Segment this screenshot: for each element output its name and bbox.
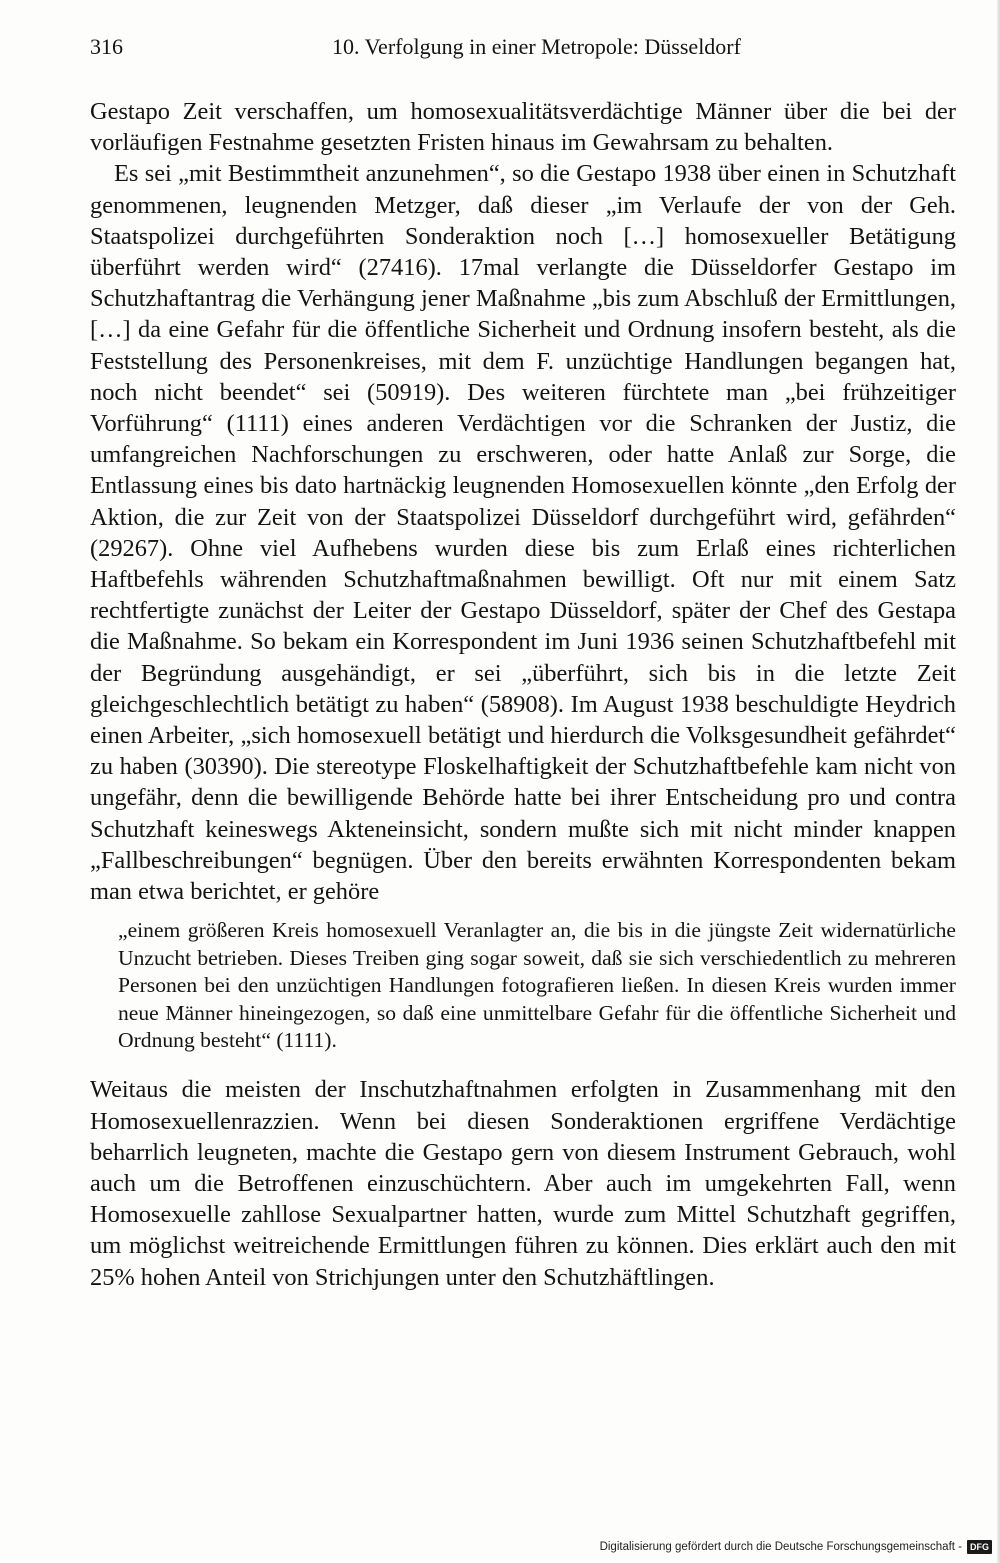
running-head: 10. Verfolgung in einer Metropole: Düsseldorf xyxy=(332,34,741,59)
page-number: 316 xyxy=(90,34,123,59)
body-text xyxy=(90,96,956,1293)
page-header xyxy=(90,34,956,64)
paragraph-razzien: Weitaus die meisten der Inschutzhaftnahmen erfolgten in Zusammenhang mit den Homosexuellenrazzien. Wenn bei diesen Sonderaktionen ergriffene Verdächtige beharrlich leugneten, machte die Gestapo gern von diesem Instrument Gebrauch, wohl auch um die Betroffenen einzuschüchtern. Aber auch im umgekehrten Fall, wenn Homosexuelle zahllose Sexualpartner hatten, wurde zum Mittel Schutzhaft gegriffen, um möglichst weitreichende Ermittlungen führen zu können. Dies erklärt auch den mit 25% hohen Anteil von Strichjungen unter den Schutzhäftlingen. xyxy=(90,1076,956,1291)
digitization-credit xyxy=(600,1540,992,1554)
block-quote: „einem größeren Kreis homosexuell Veranlagter an, die bis in die jüngste Zeit widernatürliche Unzucht betrieben. Dieses Treiben ging sogar soweit, daß sie sich verschiedentlich zu mehreren Personen bei den unzüchtigen Handlungen fotografieren ließen. In diesen Kreis wurden immer neue Männer hineingezogen, so daß eine unmittelbare Gefahr für die öffentliche Sicherheit und Ordnung besteht“ (1111). xyxy=(118,918,956,1052)
paragraph-continued: Gestapo Zeit verschaffen, um homosexualitätsverdächtige Männer über die bei der vorläufigen Festnahme gesetzten Fristen hinaus im Gewahrsam zu behalten. xyxy=(90,98,956,157)
credit-text: Digitalisierung gefördert durch die Deutsche Forschungsgemeinschaft - xyxy=(599,1541,962,1553)
paragraph-schutzhaft: Es sei „mit Bestimmtheit anzunehmen“, so die Gestapo 1938 über einen in Schutzhaft genommenen, leugnenden Metzger, daß dieser „im Verlaufe der von der Geh. Staatspolizei durchgeführten Sonderaktion noch […] homosexueller Betätigung überführt werden wird“ (27416). 17mal verlangte die Düsseldorfer Gestapo im Schutzhaftantrag die Verhängung jener Maßnahme „bis zum Abschluß der Ermittlungen, […] da eine Gefahr für die öffentliche Sicherheit und Ordnung insofern besteht, als die Feststellung des Personenkreises, mit dem F. unzüchtige Handlungen begangen hat, noch nicht beendet“ sei (50919). Des weiteren fürchtete man „bei frühzeitiger Vorführung“ (1111) eines anderen Verdächtigen vor die Schranken der Justiz, die umfangreichen Nachforschungen zu erschweren, oder hatte Anlaß zur Sorge, die Entlassung eines bis dato hartnäckig leugnenden Homosexuellen könnte „den Erfolg der Aktion, die zur Zeit von der Staatspolizei Düsseldorf durchgeführt wird, gefährden“ (29267). Ohne viel Aufhebens wurden diese bis zum Erlaß eines richterlichen Haftbefehls währenden Schutzhaftmaßnahmen bewilligt. Oft nur mit einem Satz rechtfertigte zunächst der Leiter der Gestapo Düsseldorf, später der Chef des Gestapa die Maßnahme. So bekam ein Korrespondent im Juni 1936 seinen Schutzhaftbefehl mit der Begründung ausgehändigt, er sei „überführt, sich bis in die letzte Zeit gleichgeschlechtlich betätigt zu haben“ (58908). Im August 1938 beschuldigte Heydrich einen Arbeiter, „sich homosexuell betätigt und hierdurch die Volksgesundheit gefährdet“ zu haben (30390). Die stereotype Floskelhaftigkeit der Schutzhaftbefehle kam nicht von ungefähr, denn die bewilligende Behörde hatte bei ihrer Entscheidung pro und contra Schutzhaft keineswegs Akteneinsicht, sondern mußte sich mit nicht minder knappen „Fallbeschreibungen“ begnügen. Über den bereits erwähnten Korrespondenten bekam man etwa berichtet, er gehöre xyxy=(90,160,956,906)
dfg-logo-icon: DFG xyxy=(967,1540,992,1554)
